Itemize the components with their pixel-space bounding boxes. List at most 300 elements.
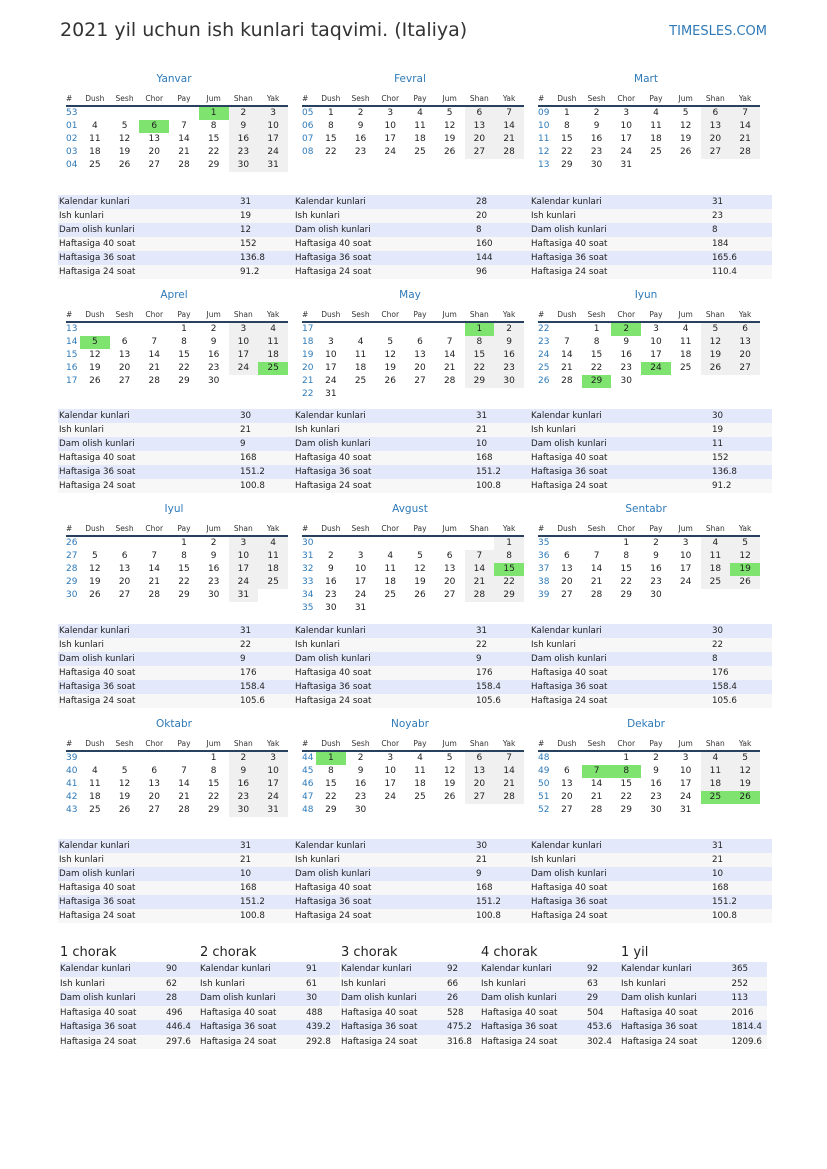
week-number: 29 — [66, 577, 78, 587]
day-cell: 16 — [620, 350, 632, 360]
stat-row — [530, 638, 772, 652]
stat-label: Haftasiga 24 soat — [58, 694, 239, 708]
quarter-stat-row — [341, 977, 481, 992]
stat-value: 22 — [239, 638, 300, 652]
quarter-stat-value: 29 — [585, 991, 621, 1006]
stat-label: Ish kunlari — [58, 853, 239, 867]
weekday-header: Shan — [229, 92, 259, 106]
weekday-header: Dush — [552, 522, 582, 536]
day-cell — [465, 388, 495, 401]
day-cell — [730, 589, 760, 602]
weekday-header: Pay — [405, 737, 435, 751]
weekday-header: Pay — [169, 522, 199, 536]
day-cell: 14 — [590, 779, 603, 789]
week-row — [538, 804, 760, 817]
day-cell: 19 — [730, 563, 760, 576]
day-cell: 3 — [387, 108, 394, 118]
day-cell — [169, 106, 199, 120]
day-cell — [346, 322, 376, 336]
day-cell — [435, 536, 465, 550]
quarter-stat-row — [621, 977, 767, 992]
weekday-header: Sesh — [582, 737, 612, 751]
weekday-header: # — [66, 92, 80, 106]
stat-label: Haftasiga 36 soat — [58, 895, 239, 909]
week-number: 38 — [538, 577, 550, 587]
day-cell: 7 — [151, 551, 158, 561]
weekday-header: # — [538, 92, 552, 106]
day-cell: 21 — [561, 363, 573, 373]
day-cell: 30 — [207, 376, 220, 386]
day-cell: 24 — [384, 792, 396, 802]
day-cell: 31 — [258, 804, 288, 817]
quarter-stat-label: Ish kunlari — [60, 977, 164, 992]
weekday-header: Sesh — [110, 92, 140, 106]
day-cell: 20 — [730, 349, 760, 362]
day-cell: 25 — [258, 362, 288, 375]
stat-label: Dam olish kunlari — [58, 437, 239, 451]
day-cell: 13 — [148, 134, 160, 144]
stat-label: Haftasiga 36 soat — [58, 680, 239, 694]
stat-row — [530, 409, 772, 423]
day-cell: 6 — [563, 551, 570, 561]
month-name: Avgust — [392, 503, 428, 515]
weekday-header: Chor — [375, 522, 405, 536]
week-row — [66, 362, 288, 375]
weekday-header: Sesh — [110, 522, 140, 536]
day-cell — [405, 322, 435, 336]
stat-value: 30 — [711, 624, 772, 638]
quarter-stat-label: Haftasiga 24 soat — [341, 1035, 445, 1050]
quarter-stat-value: 62 — [164, 977, 200, 992]
day-cell — [110, 751, 140, 765]
stat-value: 136.8 — [239, 251, 300, 265]
day-cell: 14 — [443, 350, 456, 360]
stat-value: 30 — [711, 409, 772, 423]
weekday-header: # — [538, 522, 552, 536]
day-cell: 24 — [258, 146, 288, 159]
day-cell: 20 — [465, 778, 495, 791]
stat-label: Haftasiga 40 soat — [294, 666, 475, 680]
day-cell: 11 — [701, 765, 731, 778]
day-cell: 8 — [210, 121, 217, 131]
day-cell: 3 — [229, 536, 259, 550]
day-cell: 20 — [443, 577, 456, 587]
week-number: 43 — [66, 805, 78, 815]
week-row — [538, 133, 760, 146]
stat-value: 91.2 — [239, 265, 300, 279]
stat-label: Dam olish kunlari — [294, 867, 475, 881]
week-row — [66, 133, 288, 146]
day-cell: 7 — [465, 550, 495, 563]
day-cell: 10 — [384, 766, 396, 776]
month-block — [532, 72, 760, 172]
site-link[interactable]: TIMESLES.COM — [669, 24, 767, 39]
day-cell: 29 — [178, 590, 190, 600]
day-cell: 14 — [178, 134, 190, 144]
stat-value: 10 — [711, 867, 772, 881]
day-cell: 8 — [210, 766, 217, 776]
stat-row — [294, 881, 536, 895]
week-number: 26 — [66, 538, 78, 548]
week-row — [538, 120, 760, 133]
week-number: 17 — [302, 324, 314, 334]
quarter-stat-row — [481, 1006, 621, 1021]
day-cell: 27 — [414, 376, 426, 386]
quarter-stat-label: Kalendar kunlari — [341, 962, 445, 977]
stat-value: 21 — [239, 853, 300, 867]
stat-label: Haftasiga 36 soat — [294, 465, 475, 479]
day-cell: 11 — [679, 337, 692, 347]
day-cell: 24 — [384, 147, 396, 157]
day-cell: 20 — [414, 363, 426, 373]
day-cell: 26 — [414, 590, 426, 600]
stat-value: 31 — [711, 195, 772, 209]
week-row — [538, 336, 760, 349]
stat-label: Dam olish kunlari — [530, 652, 711, 666]
day-cell — [110, 322, 140, 336]
day-cell: 18 — [701, 778, 731, 791]
weekday-header: # — [538, 308, 552, 322]
day-cell: 6 — [563, 766, 570, 776]
day-cell: 11 — [701, 550, 731, 563]
day-cell: 15 — [465, 349, 495, 362]
weekday-header: Chor — [611, 92, 641, 106]
week-number: 12 — [538, 147, 550, 157]
day-cell: 4 — [91, 766, 98, 776]
quarter-stat-row — [481, 977, 621, 992]
day-cell: 9 — [210, 337, 217, 347]
day-cell: 26 — [89, 590, 101, 600]
quarter-stat-value: 113 — [729, 991, 767, 1006]
stat-value: 9 — [475, 652, 536, 666]
weekday-header: Dush — [552, 737, 582, 751]
stat-label: Ish kunlari — [530, 209, 711, 223]
weekday-header: Pay — [405, 522, 435, 536]
day-cell: 27 — [701, 146, 731, 159]
day-cell: 31 — [258, 159, 288, 172]
day-cell: 22 — [325, 792, 337, 802]
quarter-stat-label: Kalendar kunlari — [621, 962, 729, 977]
week-row — [538, 778, 760, 791]
day-cell — [730, 804, 760, 817]
weekday-header: Pay — [641, 522, 671, 536]
day-cell: 23 — [229, 791, 259, 804]
stat-value: 110.4 — [711, 265, 772, 279]
day-cell: 18 — [414, 779, 426, 789]
day-cell: 21 — [148, 577, 160, 587]
month-calendar — [302, 92, 524, 159]
weekday-header: Shan — [701, 737, 731, 751]
day-cell: 7 — [593, 551, 600, 561]
day-cell: 22 — [494, 576, 524, 589]
week-number: 52 — [538, 805, 550, 815]
day-cell — [701, 589, 731, 602]
stat-label: Haftasiga 36 soat — [530, 895, 711, 909]
quarter-stat-label: Haftasiga 36 soat — [200, 1020, 304, 1035]
stat-label: Dam olish kunlari — [58, 867, 239, 881]
weekday-header: Chor — [611, 737, 641, 751]
day-cell: 12 — [443, 121, 456, 131]
day-cell: 2 — [327, 551, 334, 561]
day-cell: 26 — [443, 147, 456, 157]
quarter-stat-value: 302.4 — [585, 1035, 621, 1050]
weekday-header: Dush — [552, 308, 582, 322]
stat-label: Haftasiga 40 soat — [294, 881, 475, 895]
day-cell: 20 — [701, 133, 731, 146]
stat-value: 8 — [711, 652, 772, 666]
day-cell — [405, 388, 435, 401]
quarter-stat-row — [200, 977, 340, 992]
day-cell: 18 — [89, 792, 101, 802]
day-cell: 4 — [701, 536, 731, 550]
day-cell: 5 — [701, 322, 731, 336]
day-cell: 16 — [354, 779, 367, 789]
quarter-stat-label: Haftasiga 24 soat — [200, 1035, 304, 1050]
day-cell: 18 — [258, 349, 288, 362]
week-number: 19 — [302, 350, 314, 360]
weekday-header: Chor — [611, 308, 641, 322]
day-cell: 27 — [730, 362, 760, 375]
weekday-header: Jum — [671, 92, 701, 106]
stat-value: 23 — [711, 209, 772, 223]
weekday-header: Sesh — [582, 522, 612, 536]
stat-row — [530, 652, 772, 666]
day-cell: 2 — [357, 753, 364, 763]
day-cell: 12 — [414, 564, 426, 574]
day-cell: 28 — [590, 590, 603, 600]
weekday-header: Pay — [405, 92, 435, 106]
week-row — [66, 563, 288, 576]
day-cell: 8 — [181, 551, 187, 561]
day-cell: 19 — [414, 577, 426, 587]
stat-row — [58, 265, 300, 279]
stat-label: Ish kunlari — [58, 638, 239, 652]
week-row — [538, 146, 760, 159]
day-cell — [435, 322, 465, 336]
week-row — [66, 375, 288, 388]
stat-row — [294, 423, 536, 437]
stat-value: 31 — [239, 195, 300, 209]
month-name: Sentabr — [625, 503, 667, 515]
day-cell: 26 — [679, 147, 692, 157]
day-cell — [375, 536, 405, 550]
day-cell: 26 — [384, 376, 396, 386]
weekday-header: Chor — [139, 737, 169, 751]
day-cell — [139, 106, 169, 120]
week-number: 03 — [66, 147, 78, 157]
stat-label: Haftasiga 40 soat — [58, 666, 239, 680]
quarter-stat-label: Ish kunlari — [481, 977, 585, 992]
day-cell — [552, 751, 582, 765]
day-cell: 25 — [701, 791, 731, 804]
quarter-stat-value: 292.8 — [304, 1035, 340, 1050]
week-row — [66, 146, 288, 159]
week-number: 40 — [66, 766, 78, 776]
quarter-stat-value: 66 — [445, 977, 481, 992]
stat-value: 10 — [239, 867, 300, 881]
quarter-stat-label: Haftasiga 24 soat — [621, 1035, 729, 1050]
quarter-stat-row — [200, 1020, 340, 1035]
day-cell: 25 — [414, 147, 426, 157]
day-cell: 15 — [561, 134, 573, 144]
week-number: 13 — [538, 160, 550, 170]
day-cell — [671, 159, 701, 172]
week-row — [66, 804, 288, 817]
week-number: 53 — [66, 108, 78, 118]
day-cell: 31 — [620, 160, 632, 170]
day-cell — [730, 375, 760, 388]
quarter-stat-row — [60, 991, 200, 1006]
day-cell: 15 — [325, 134, 337, 144]
day-cell: 13 — [730, 336, 760, 349]
month-block — [60, 502, 288, 602]
day-cell: 26 — [118, 160, 131, 170]
day-cell: 2 — [210, 538, 217, 548]
day-cell: 4 — [653, 108, 659, 118]
weekday-header: Pay — [641, 308, 671, 322]
stat-row — [294, 195, 536, 209]
day-cell: 22 — [561, 147, 573, 157]
week-number: 35 — [302, 603, 314, 613]
week-row — [538, 563, 760, 576]
week-number: 39 — [538, 590, 550, 600]
day-cell: 10 — [325, 350, 337, 360]
quarter-stat-label: Haftasiga 40 soat — [481, 1006, 585, 1021]
weekday-header-row — [538, 522, 760, 536]
day-cell: 28 — [730, 146, 760, 159]
week-number: 32 — [302, 564, 314, 574]
day-cell: 15 — [178, 564, 190, 574]
day-cell — [435, 602, 465, 615]
day-cell: 14 — [561, 350, 573, 360]
stat-row — [294, 680, 536, 694]
week-row — [302, 388, 524, 401]
week-row — [302, 751, 524, 765]
day-cell: 5 — [121, 766, 128, 776]
month-name: Iyul — [164, 503, 184, 515]
day-cell — [582, 751, 612, 765]
quarter-title: 1 yil — [621, 945, 649, 960]
day-cell: 25 — [89, 805, 101, 815]
stat-value: 176 — [475, 666, 536, 680]
day-cell: 21 — [178, 792, 190, 802]
day-cell: 24 — [354, 590, 367, 600]
day-cell: 1 — [327, 108, 334, 118]
weekday-header: Chor — [375, 308, 405, 322]
weekday-header-row — [66, 92, 288, 106]
stat-label: Haftasiga 36 soat — [530, 465, 711, 479]
quarter-stat-row — [481, 1020, 621, 1035]
day-cell: 16 — [354, 134, 367, 144]
day-cell — [346, 388, 376, 401]
month-calendar — [302, 522, 524, 615]
week-row — [302, 550, 524, 563]
week-number: 50 — [538, 779, 550, 789]
day-cell — [139, 322, 169, 336]
day-cell: 13 — [414, 350, 426, 360]
day-cell — [139, 536, 169, 550]
stat-row — [530, 237, 772, 251]
day-cell: 2 — [653, 753, 659, 763]
weekday-header: Yak — [494, 522, 524, 536]
stat-value: 96 — [475, 265, 536, 279]
stat-row — [58, 451, 300, 465]
week-number: 34 — [302, 590, 314, 600]
weekday-header-row — [302, 308, 524, 322]
day-cell — [316, 536, 346, 550]
week-number: 45 — [302, 766, 314, 776]
stat-label: Haftasiga 24 soat — [294, 265, 475, 279]
weekday-header: Yak — [258, 308, 288, 322]
day-cell: 11 — [414, 121, 426, 131]
week-row — [66, 751, 288, 765]
day-cell: 25 — [89, 160, 101, 170]
week-row — [302, 106, 524, 120]
day-cell: 22 — [620, 792, 632, 802]
week-row — [302, 563, 524, 576]
day-cell: 15 — [207, 779, 220, 789]
day-cell: 29 — [207, 160, 220, 170]
day-cell: 13 — [118, 350, 131, 360]
quarter-stat-row — [621, 1006, 767, 1021]
weekday-header-row — [66, 522, 288, 536]
weekday-header-row — [538, 737, 760, 751]
day-cell — [552, 536, 582, 550]
week-row — [66, 536, 288, 550]
day-cell — [375, 804, 405, 817]
day-cell: 7 — [582, 765, 612, 778]
day-cell: 10 — [384, 121, 396, 131]
week-row — [66, 791, 288, 804]
stat-label: Dam olish kunlari — [294, 223, 475, 237]
day-cell: 22 — [207, 792, 220, 802]
stat-label: Kalendar kunlari — [58, 624, 239, 638]
stat-label: Ish kunlari — [530, 853, 711, 867]
day-cell: 7 — [494, 106, 524, 120]
day-cell: 19 — [118, 792, 131, 802]
stat-row — [294, 853, 536, 867]
day-cell: 29 — [620, 805, 632, 815]
day-cell — [435, 804, 465, 817]
stat-value: 105.6 — [239, 694, 300, 708]
day-cell: 11 — [414, 766, 426, 776]
quarter-stat-value: 528 — [445, 1006, 481, 1021]
weekday-header-row — [302, 92, 524, 106]
week-number: 02 — [66, 134, 78, 144]
day-cell: 17 — [679, 564, 692, 574]
day-cell: 19 — [679, 134, 692, 144]
stat-value: 100.8 — [239, 479, 300, 493]
day-cell: 5 — [91, 551, 98, 561]
quarter-stat-label: Haftasiga 36 soat — [481, 1020, 585, 1035]
day-cell: 13 — [561, 779, 573, 789]
day-cell: 6 — [121, 551, 128, 561]
day-cell: 21 — [494, 778, 524, 791]
day-cell: 16 — [590, 134, 603, 144]
stat-row — [58, 652, 300, 666]
stat-row — [294, 652, 536, 666]
stat-row — [530, 465, 772, 479]
stat-value: 151.2 — [475, 895, 536, 909]
day-cell: 9 — [357, 766, 364, 776]
day-cell: 12 — [701, 336, 731, 349]
week-row — [302, 778, 524, 791]
day-cell — [229, 375, 259, 388]
week-row — [66, 336, 288, 349]
quarter-stat-value: 92 — [445, 962, 481, 977]
day-cell: 9 — [229, 120, 259, 133]
stat-label: Kalendar kunlari — [58, 409, 239, 423]
